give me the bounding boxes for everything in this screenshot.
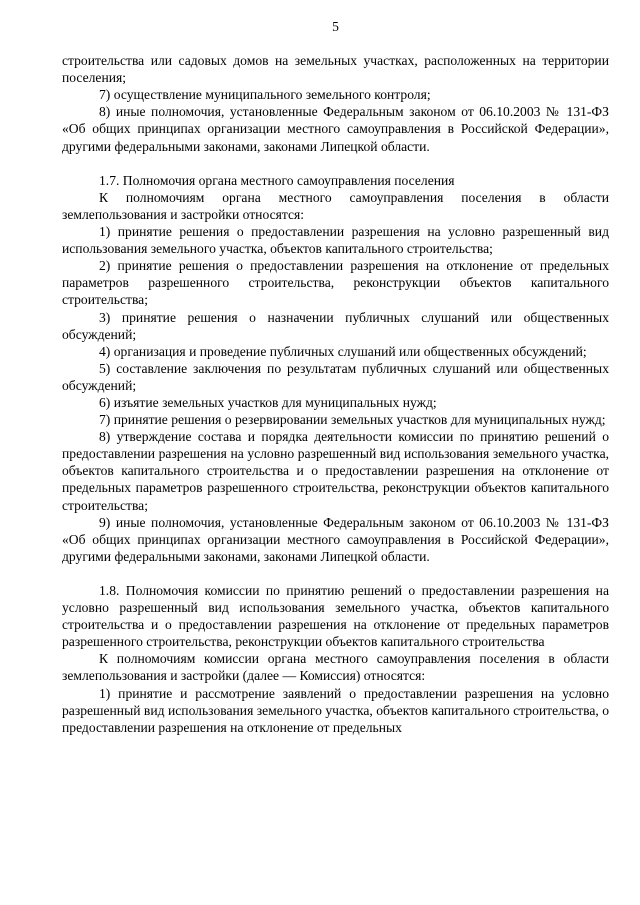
list-item: 8) иные полномочия, установленные Федеральным законом от 06.10.2003 № 131-ФЗ «Об общих принципах организации местного самоуправления в Российской Федерации», другими федеральными законами, законами Липецкой области. — [62, 104, 609, 154]
paragraph: К полномочиям комиссии органа местного самоуправления поселения в области землепользования и застройки (далее — Комиссия) относятся: — [62, 651, 609, 684]
section-heading: 1.8. Полномочия комиссии по принятию решений о предоставлении разрешения на условно разрешенный вид использования земельного участка, объектов капитального строительства и о предоставлении разрешения на отклонение от предельных параметров разрешенного строительства, реконструкции объектов капитального строительства — [62, 583, 609, 650]
list-item: 8) утверждение состава и порядка деятельности комиссии по принятию решений о предоставлении разрешения на условно разрешенный вид использования земельного участка, объектов капитального строительства и о предоставлении разрешения на отклонение от предельных параметров разрешенного строительства, реконструкции объектов капитального строительства; — [62, 429, 609, 513]
list-item: 7) осуществление муниципального земельного контроля; — [99, 87, 431, 103]
list-item: 5) составление заключения по результатам публичных слушаний или общественных обсуждений; — [62, 360, 609, 393]
list-item: 3) принятие решения о назначении публичных слушаний или общественных обсуждений; — [62, 309, 609, 342]
list-item: 4) организация и проведение публичных слушаний или общественных обсуждений; — [99, 343, 587, 359]
list-item: 9) иные полномочия, установленные Федеральным законом от 06.10.2003 № 131-ФЗ «Об общих принципах организации местного самоуправления в Российской Федерации», другими федеральными законами, законами Липецкой области. — [62, 514, 609, 564]
page-number: 5 — [332, 19, 339, 34]
list-item: 1) принятие и рассмотрение заявлений о предоставлении разрешения на условно разрешенный вид использования земельного участка, объектов капитального строительства, о предоставлении разрешения на отклонение от предельных — [62, 685, 609, 735]
paragraph: К полномочиям органа местного самоуправления поселения в области землепользования и застройки относятся: — [62, 189, 609, 222]
list-item: 7) принятие решения о резервировании земельных участков для муниципальных нужд; — [99, 412, 606, 428]
paragraph-gap — [62, 155, 609, 172]
list-item: 6) изъятие земельных участков для муниципальных нужд; — [99, 394, 437, 410]
list-item: 1) принятие решения о предоставлении разрешения на условно разрешенный вид использования земельного участка, объектов капитального строительства; — [62, 224, 609, 257]
section-heading: 1.7. Полномочия органа местного самоуправления поселения — [99, 172, 455, 188]
paragraph-gap — [62, 565, 609, 582]
list-item: 2) принятие решения о предоставлении разрешения на отклонение от предельных параметров разрешенного строительства, реконструкции объектов капитального строительства; — [62, 258, 609, 308]
document-page — [62, 18, 609, 898]
paragraph: строительства или садовых домов на земельных участках, расположенных на территории поселения; — [62, 53, 609, 86]
